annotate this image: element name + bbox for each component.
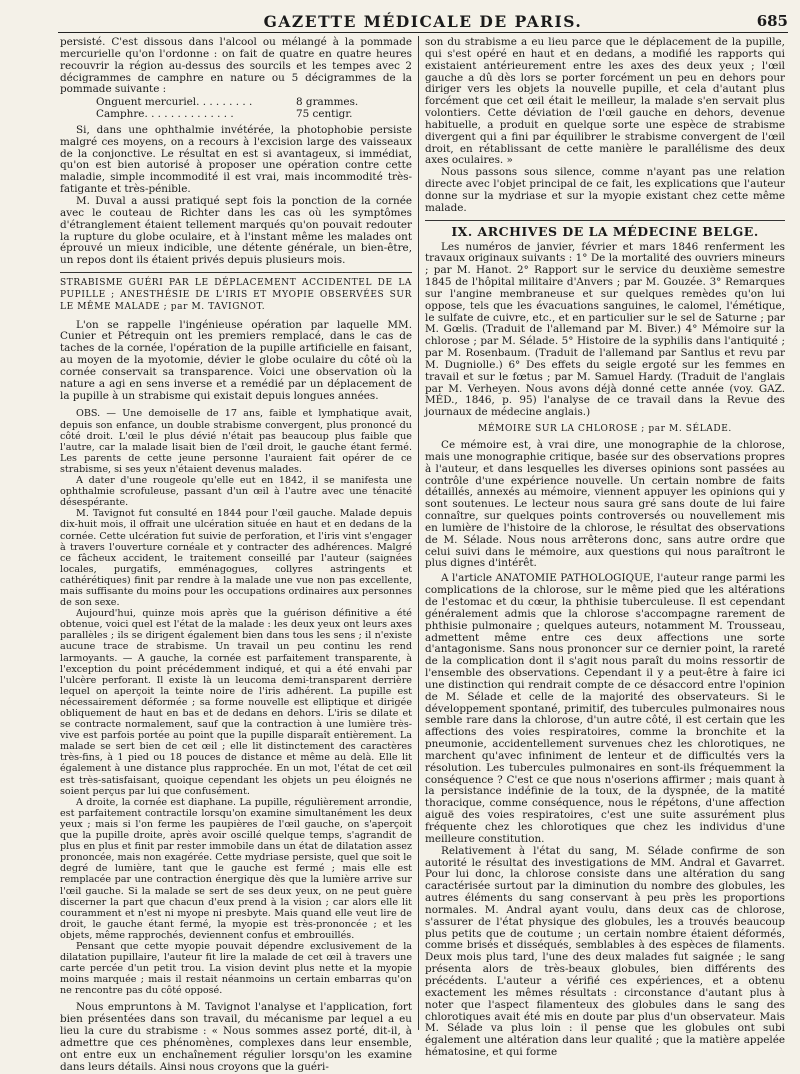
paragraph: L'on se rappelle l'ingénieuse opération par laquelle MM. Cunier et Pétrequin ont les premiers remplacé, dans le cas de taches de la cornée, l'opération de la pupille artificielle en faisant, au moyen de la myotomie, dévier le globe oculaire du côté où la cornée conservait sa transparence. Voici une observation où la nature a agi en sens inverse et a remédié par un déplacement de la pupille à un strabisme qui existait depuis longues années.: [60, 318, 412, 402]
observation-paragraph: A droite, la cornée est diaphane. La pupille, régulièrement arrondie, est parfaitement contractile lorsqu'on examine simultanément les deux yeux ; mais si l'on ferme les paupières de l'œil gauche, on s'aperçoit que la pupille droite, après avoir oscillé quelque temps, s'agrandit de plus en plus et finit par rester immobile dans un état de dilatation assez prononcée, mais non exagérée. Cette mydriase persiste, quel que soit le degré de lumière, tant que le gauche est fermé ; mais elle est remplacée par une contraction énergique dès que la lumière arrive sur l'œil gauche. Si la malade se sert de ses deux yeux, on ne peut guère discerner la part que chacun d'eux prend à la vision ; car alors elle lit couramment et n'est ni myope ni presbyte. Mais quand elle veut lire de droit, le gauche étant fermé, la myopie est très-prononcée ; et les objets, même rapprochés, deviennent confus et embrouillés.: [60, 796, 412, 941]
article-heading: STRABISME GUÉRI PAR LE DÉPLACEMENT ACCIDENTEL DE LA PUPILLE ; ANESTHÉSIE DE L'IRIS ET MYOPIE OBSERVÉES SUR LE MÊME MALADE ; par M. TAVIGNOT.: [60, 278, 412, 312]
formula-quantity: 8 grammes.: [296, 96, 359, 109]
paragraph: M. Duval a aussi pratiqué sept fois la ponction de la cornée avec le couteau de Richter dans les cas où les symptômes d'étranglement étaient tellement marqués qu'on pouvait redouter la rupture du globe oculaire, et à l'instant même les malades ont éprouvé un mieux indicible, une détente générale, un bien-être, un repos dont ils étaient privés depuis plusieurs mois.: [60, 194, 412, 267]
observation-paragraph: M. Tavignot fut consulté en 1844 pour l'œil gauche. Malade depuis dix-huit mois, il offrait une ulcération située en haut et en dedans de la cornée. Cette ulcération fut suivie de perforation, et l'iris vint s'engager à travers l'ouverture cornéale et y contracter des adhérences. Malgré ce fâcheux accident, le traitement conseillé par l'auteur (saignées locales, purgatifs, emménagogues, collyres astringents et cathérétiques) finit par rendre à la malade une vue non pas excellente, mais suffisante du moins pour les occupations ordinaires aux personnes de son sexe.: [60, 508, 412, 609]
page-number: 685: [756, 12, 788, 30]
observation-paragraph: OBS. — Une demoiselle de 17 ans, faible et lymphatique avait, depuis son enfance, un double strabisme convergent, plus prononcé du côté droit. L'œil le plus dévié n'était pas beaucoup plus faible que l'autre, car la malade lisait bien de l'œil droit, le gauche étant fermé. Les parents de cette jeune personne l'auraient fait opérer de ce strabisme, si ses yeux n'étaient devenus malades.: [60, 408, 412, 475]
paragraph: Ce mémoire est, à vrai dire, une monographie de la chlorose, mais une monographie critique, basée sur des observations propres à l'auteur, et dans lesquelles les diverses opinions sont passées au contrôle d'une expérience nouvelle. Un certain nombre de faits détaillés, annexés au mémoire, viennent appuyer les opinions qui y sont soutenues. Le lecteur nous saura gré sans doute de lui faire connaître, sur quelques points controversés ou nouvellement mis en lumière de l'histoire de la chlorose, le résultat des observations de M. Sélade. Nous nous arrêterons donc, sans autre ordre que celui suivi dans le mémoire, aux questions qui nous paraîtront le plus dignes d'intérêt.: [425, 439, 785, 570]
observation-paragraph: Pensant que cette myopie pouvait dépendre exclusivement de la dilatation pupillaire, l'auteur fit lire la malade de cet œil à travers une carte percée d'un petit trou. La vision devint plus nette et la myopie moins marquée ; mais il restait néanmoins un certain embarras qu'on ne rencontre pas du côté opposé.: [60, 940, 412, 997]
prescription-formula: [60, 97, 412, 121]
column-divider: [418, 36, 419, 1030]
paragraph: Nous passons sous silence, comme n'ayant pas une relation directe avec l'objet principal de ce fait, les explications que l'auteur donne sur la mydriase et sur la myopie existant chez cette même malade.: [425, 166, 785, 214]
paragraph: Relativement à l'état du sang, M. Sélade confirme de son autorité le résultat des investigations de MM. Andral et Gavarret. Pour lui donc, la chlorose consiste dans une altération du sang caractérisée surtout par la diminution du nombre des globules, les autres éléments du sang conservant à peu près les proportions normales. M. Andral ayant voulu, dans deux cas de chlorose, s'assurer de l'état physique des globules, les a trouvés beaucoup plus petits que de coutume ; un certain nombre étaient déformés, comme brisés et disséqués, semblables à des espèces de filaments. Deux mois plus tard, l'une des deux malades fut saignée ; le sang présenta alors de très-beaux globules, bien différents des précédents. L'auteur a vérifié ces expériences, et a obtenu exactement les mêmes résultats : circonstance d'autant plus à noter que l'aspect filamenteux des globules dans le sang des chlorotiques avait été mis en doute par plus d'un observateur. Mais M. Sélade va plus loin : il pense que les globules ont subi également une altération dans leur qualité ; que la matière appelée hématosine, et qui forme: [425, 844, 785, 1059]
page-header: [58, 10, 788, 33]
paragraph: Les numéros de janvier, février et mars 1846 renferment les travaux originaux suivants : 1° De la mortalité des ouvriers mineurs ; par M. Hanot. 2° Rapport sur le service du deuxième semestre 1845 de l'hôpital militaire d'Anvers ; par M. Gouzée. 3° Remarques sur l'angine membraneuse et sur quelques remèdes qu'on lui oppose, tels que les évacuations sanguines, le calomel, l'émétique, le sulfate de cuivre, etc., et en particulier sur le sel de Saturne ; par M. Gœlis. (Traduit de l'allemand par M. Biver.) 4° Mémoire sur la chlorose ; par M. Sélade. 5° Histoire de la syphilis dans l'antiquité ; par M. Rosenbaum. (Traduit de l'allemand par Santlus et revu par M. Dugniolle.) 6° Des effets du seigle ergoté sur les femmes en travail et sur le fœtus ; par M. Samuel Hardy. (Traduit de l'anglais par M. Verheyen. Nous avons déjà donné cette année (voy. GAZ. MÉD., 1846, p. 95) l'analyse de ce travail dans la Revue des journaux de médecine anglais.): [425, 240, 785, 419]
article-subheading: MÉMOIRE SUR LA CHLOROSE ; par M. SÉLADE.: [478, 424, 732, 435]
left-column: [60, 36, 412, 1073]
observation-paragraph: A dater d'une rougeole qu'elle eut en 1842, il se manifesta une ophthalmie scrofuleuse, passant d'un œil à l'autre avec une ténacité désespérante.: [60, 475, 412, 509]
formula-ingredient: Onguent mercuriel. . . . . . . . .: [96, 96, 253, 109]
paragraph: Si, dans une ophthalmie invétérée, la photophobie persiste malgré ces moyens, on a recours à l'excision large des vaisseaux de la conjonctive. Le résultat en est si avantageux, si immédiat, qu'on est bien autorisé à proposer une opération contre cette maladie, simple incommodité il est vrai, mais incommodité très-fatigante et très-pénible.: [60, 123, 412, 196]
divider: [425, 220, 785, 221]
journal-title: GAZETTE MÉDICALE DE PARIS.: [263, 12, 583, 31]
observation-paragraph: Aujourd'hui, quinze mois après que la guérison définitive a été obtenue, voici quel est l'état de la malade : les deux yeux ont leurs axes parallèles ; ils se dirigent également bien dans tous les sens ; il n'existe aucune trace de strabisme. Un travail un peu continu les rend larmoyants. — A gauche, la cornée est parfaitement transparente, à l'exception du point précédemment indiqué, et qui a été envahi par l'ulcère perforant. Il existe là un leucoma demi-transparent derrière lequel on aperçoit la teinte noire de l'iris adhérent. La pupille est nécessairement déformée ; sa forme nouvelle est elliptique et dirigée obliquement de haut en bas et de dedans en dehors. L'iris se dilate et se contracte normalement, sauf que la contraction à une lumière très-vive est parfois portée au point que la pupille disparaît entièrement. La malade se sert bien de cet œil ; elle lit distinctement des caractères très-fins, à 1 pied ou 18 pouces de distance et même au delà. Elle lit également à une distance plus rapprochée. En un mot, l'état de cet œil est très-satisfaisant, quoique cependant les objets un peu éloignés ne soient perçus par lui que confusément.: [60, 608, 412, 797]
paragraph: Nous empruntons à M. Tavignot l'analyse et l'application, fort bien présentées dans son travail, du mécanisme par lequel a eu lieu la cure du strabisme : « Nous sommes assez porté, dit-il, à admettre que ces phénomènes, complexes dans leur ensemble, ont entre eux un enchaînement régulier lorsqu'on les examine dans leurs détails. Ainsi nous croyons que la guéri-: [60, 1001, 412, 1073]
formula-ingredient: Camphre. . . . . . . . . . . . . .: [96, 108, 234, 121]
paragraph: persisté. C'est dissous dans l'alcool ou mélangé à la pommade mercurielle qu'on l'ordonne : on fait de quatre en quatre heures recouvrir la région au-dessus des sourcils et les tempes avec 2 décigrammes de camphre en nature ou 5 décigrammes de la pommade suivante :: [60, 36, 412, 96]
paragraph: A l'article ANATOMIE PATHOLOGIQUE, l'auteur range parmi les complications de la chlorose, sur le même pied que les altérations de l'estomac et du cœur, la phthisie tuberculeuse. Il est cependant généralement admis que la chlorose s'accompagne rarement de phthisie pulmonaire ; quelques auteurs, notamment M. Trousseau, admettent même entre ces deux affections une sorte d'antagonisme. Sans nous prononcer sur ce dernier point, la rareté de la complication dont il s'agit nous paraît du moins ressortir de l'ensemble des observations. Cependant il y a peut-être à faire ici une distinction qui rendrait compte de ce désaccord entre l'opinion de M. Sélade et celle de la majorité des observateurs. Si le développement spontané, primitif, des tubercules pulmonaires nous semble rare dans la chlorose, d'un autre côté, il est certain que les affections des voies respiratoires, comme la bronchite et la pneumonie, accidentellement survenues chez les chlorotiques, ne marchent qu'avec infiniment de lenteur et de difficultés vers la résolution. Les tubercules pulmonaires en sont-ils fréquemment la conséquence ? C'est ce que nous n'oserions affirmer ; mais quant à la persistance indéfinie de la toux, de la dyspnée, de la matité thoracique, comme conséquence, nous le répétons, d'une affection aiguë des voies respiratoires, c'est une suite assurément plus fréquente chez les chlorotiques que chez les individus d'une meilleure constitution.: [425, 572, 785, 845]
right-column: [425, 36, 785, 1059]
formula-quantity: 75 centigr.: [296, 108, 353, 121]
divider: [60, 272, 412, 273]
formula-line: [96, 109, 412, 121]
section-title: IX. ARCHIVES DE LA MÉDECINE BELGE.: [451, 223, 759, 239]
paragraph: son du strabisme a eu lieu parce que le déplacement de la pupille, qui s'est opéré en haut et en dedans, a modifié les rapports qui existaient antérieurement entre les axes des deux yeux ; l'œil gauche a dû dès lors se porter forcément un peu en dehors pour diriger vers les objets la nouvelle pupille, et cela d'autant plus forcément que cet œil était le meilleur, la malade s'en servait plus volontiers. Cette déviation de l'œil gauche en dehors, devenue habituelle, a produit en quelque sorte une espèce de strabisme divergent qui a fini par équilibrer le strabisme convergent de l'œil droit, en rétablissant de cette manière le parallélisme des deux axes oculaires. »: [425, 36, 785, 167]
